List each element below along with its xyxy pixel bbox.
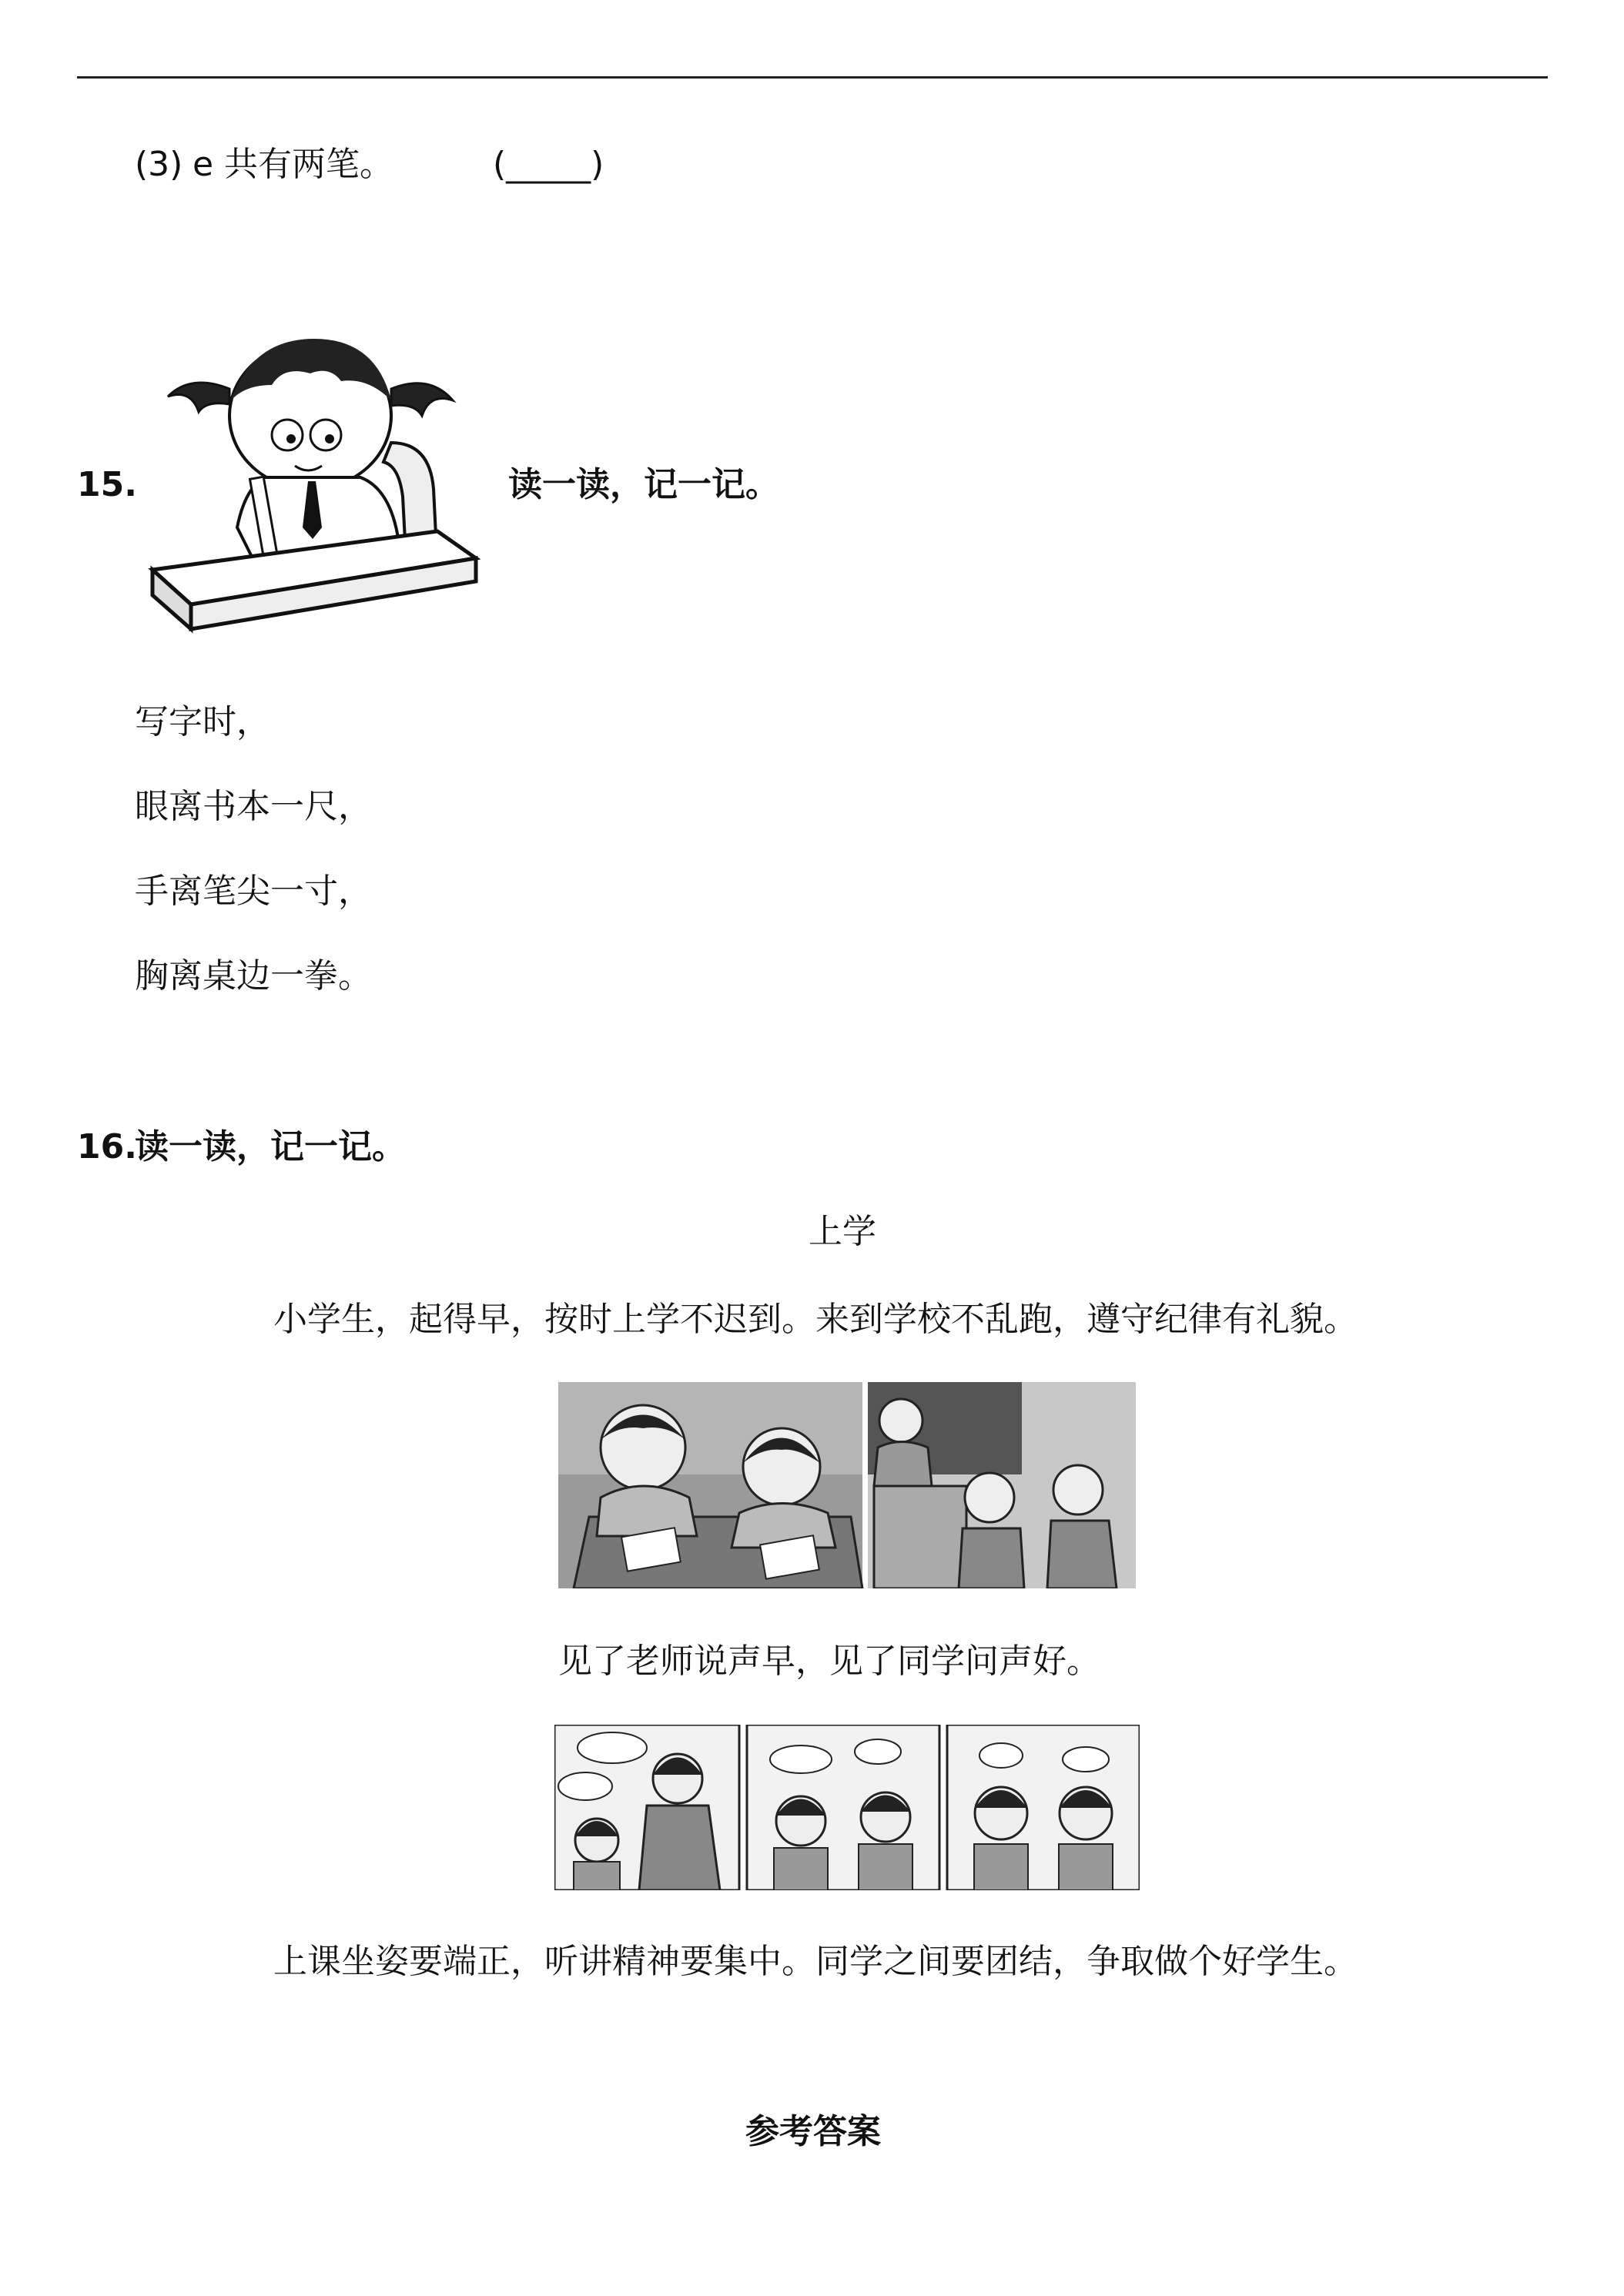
students-in-class-illustration <box>558 1382 1136 1588</box>
greeting-scenes-illustration <box>554 1725 1140 1890</box>
q15-line-4: 胸离桌边一拳。 <box>135 956 372 996</box>
q15-line-3: 手离笔尖一寸， <box>135 872 372 911</box>
poem-line-2: 见了老师说声早，见了同学问声好。 <box>558 1642 1100 1681</box>
q16-title: 读一读，记一记。 <box>135 1127 406 1166</box>
poem-title: 上学 <box>809 1212 876 1251</box>
top-rule <box>77 76 1548 79</box>
q14-item3-answer-blank[interactable]: (_____) <box>493 145 604 184</box>
answer-heading: 参考答案 <box>745 2112 881 2151</box>
q15-number: 15. <box>77 465 137 504</box>
q15-line-2: 眼离书本一尺， <box>135 787 372 826</box>
q14-item3-text: e 共有两笔。 <box>193 145 394 184</box>
q14-item3-label: (3) <box>135 145 183 184</box>
q15-title: 读一读，记一记。 <box>508 465 779 504</box>
q16-number: 16. <box>77 1127 137 1166</box>
poem-line-3: 上课坐姿要端正，听讲精神要集中。同学之间要团结，争取做个好学生。 <box>273 1942 1358 1981</box>
q15-line-1: 写字时， <box>135 702 270 741</box>
poem-line-1: 小学生，起得早，按时上学不迟到。来到学校不乱跑，遵守纪律有礼貌。 <box>273 1300 1358 1339</box>
girl-writing-illustration <box>137 312 507 651</box>
